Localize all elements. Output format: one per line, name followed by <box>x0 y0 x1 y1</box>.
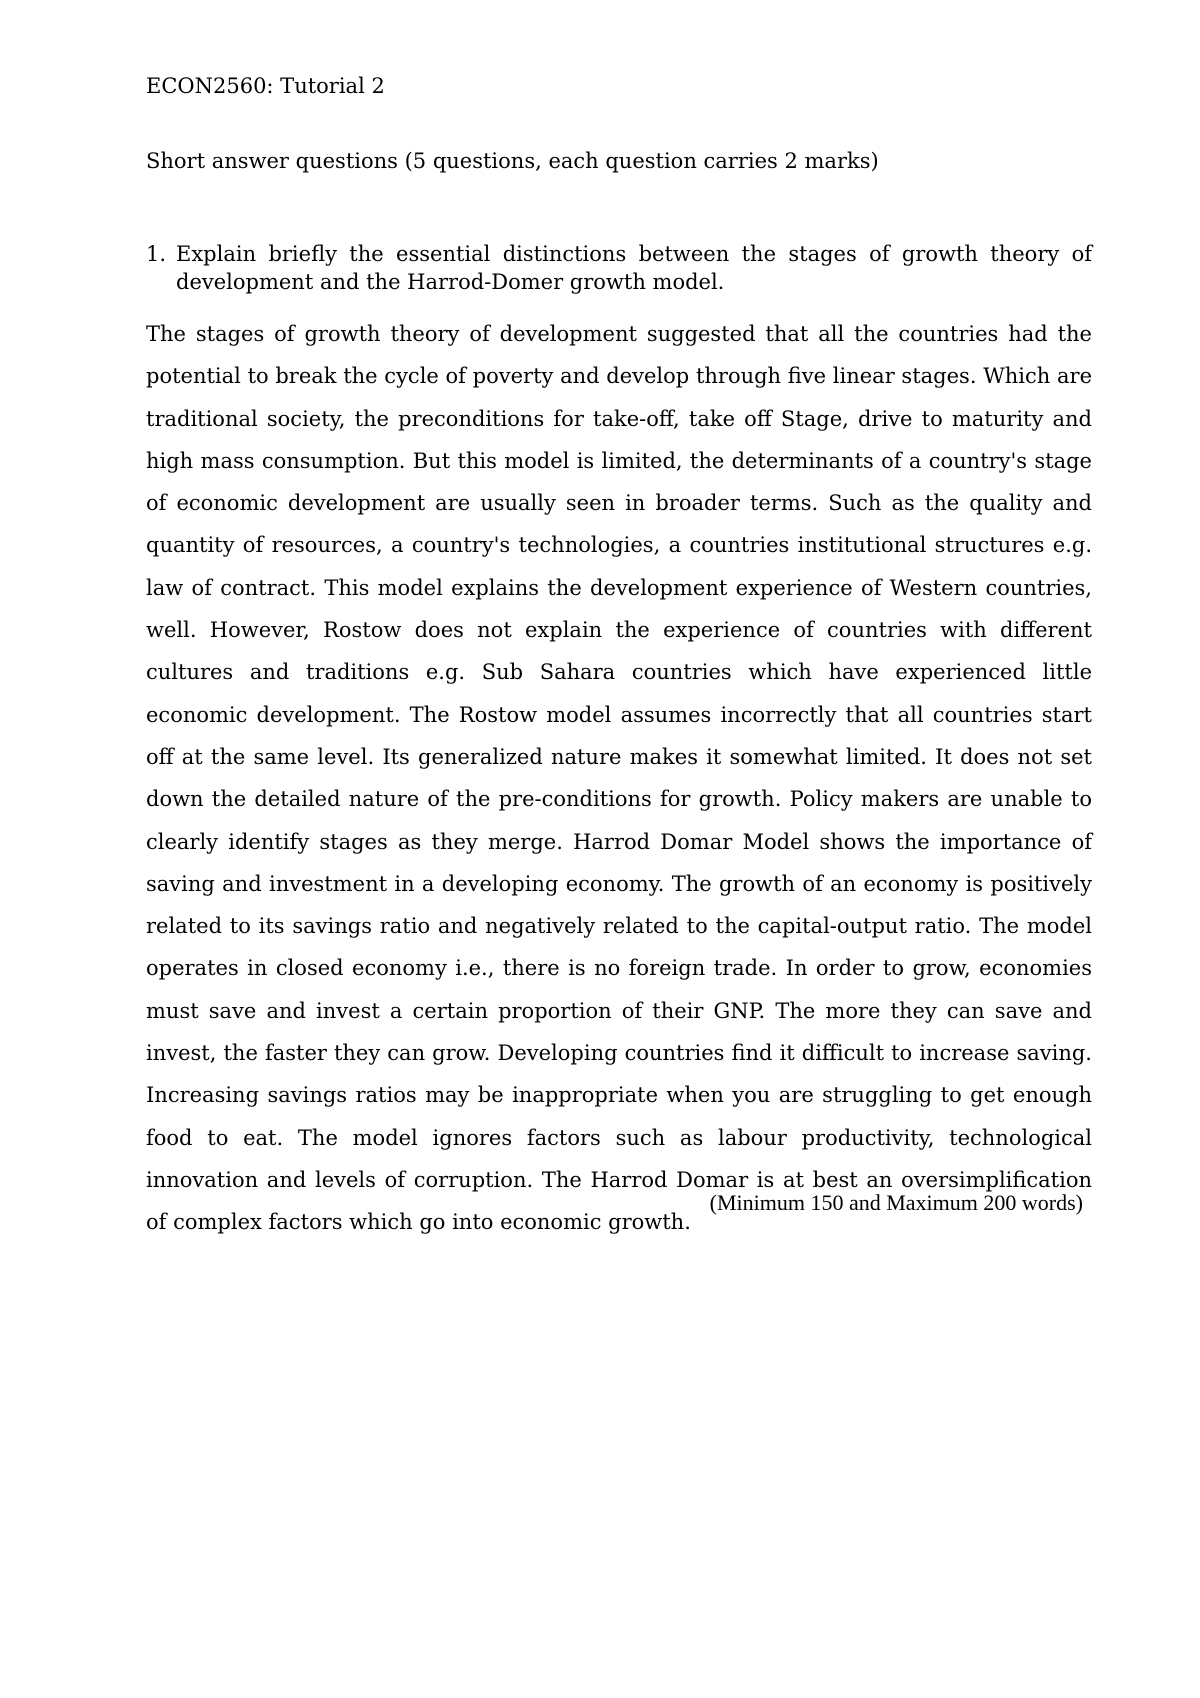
section-heading: Short answer questions (5 questions, each question carries 2 marks) <box>146 149 879 173</box>
question-item <box>146 240 1092 296</box>
document-title: ECON2560: Tutorial 2 <box>146 74 385 98</box>
question-number: 1. <box>146 242 167 266</box>
answer-paragraph: The stages of growth theory of development suggested that all the countries had the potential to break the cycle of poverty and develop through five linear stages. Which are traditional society, the preconditions for take-off, take off Stage, drive to maturity and high mass consumption. But this model is limited, the determinants of a country's stage of economic development are usually seen in broader terms. Such as the quality and quantity of resources, a country's technologies, a countries institutional structures e.g. law of contract. This model explains the development experience of Western countries, well. However, Rostow does not explain the experience of countries with different cultures and traditions e.g. Sub Sahara countries which have experienced little economic development. The Rostow model assumes incorrectly that all countries start off at the same level. Its generalized nature makes it somewhat limited. It does not set down the detailed nature of the pre-conditions for growth. Policy makers are unable to clearly identify stages as they merge. Harrod Domar Model shows the importance of saving and investment in a developing economy. The growth of an economy is positively related to its savings ratio and negatively related to the capital-output ratio. The model operates in closed economy i.e., there is no foreign trade. In order to grow, economies must save and invest a certain proportion of their GNP. The more they can save and invest, the faster they can grow. Developing countries find it difficult to increase saving. Increasing savings ratios may be inappropriate when you are struggling to get enough food to eat. The model ignores factors such as labour productivity, technological innovation and levels of corruption. The Harrod Domar is at best an oversimplification of complex factors which go into economic growth. <box>146 322 1092 1235</box>
word-limit-note: (Minimum 150 and Maximum 200 words) <box>709 1190 1083 1215</box>
question-text: Explain briefly the essential distinctions between the stages of growth theory of development and the Harrod-Domer growth model. <box>176 242 1092 294</box>
